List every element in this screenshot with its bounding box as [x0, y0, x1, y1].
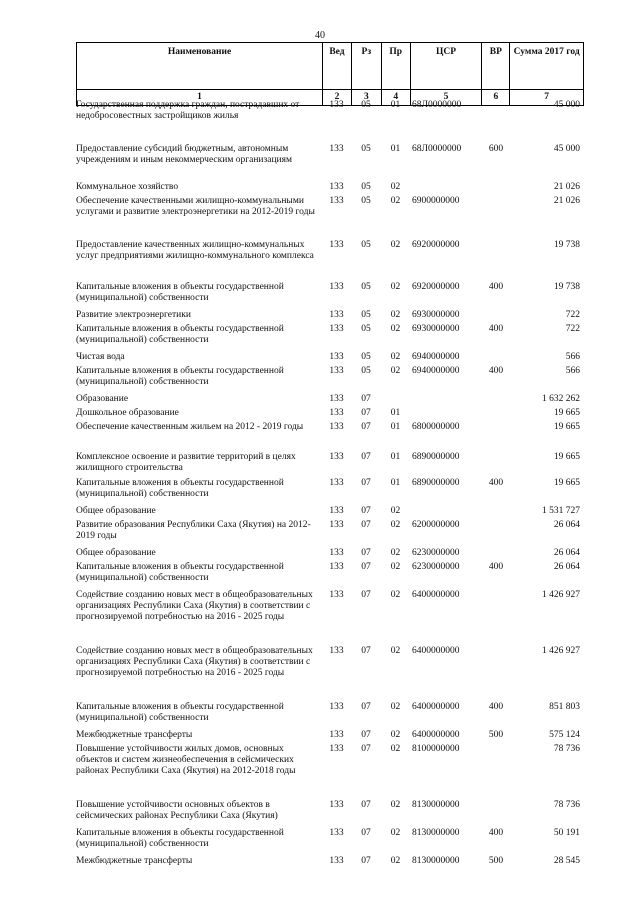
cell-rz: 07	[361, 452, 371, 462]
cell-pr: 02	[390, 352, 401, 362]
cell-sum: 19 665	[553, 408, 580, 418]
cell-pr: 02	[390, 562, 401, 572]
cell-csr: 6920000000	[412, 240, 460, 250]
table-row	[76, 800, 584, 822]
cell-vr	[482, 646, 510, 679]
cell-csr: 6230000000	[412, 562, 460, 572]
cell-vr: 400	[488, 282, 504, 292]
cell-pr: 02	[390, 366, 401, 376]
cell-csr: 6230000000	[412, 548, 460, 558]
table-row	[76, 646, 584, 679]
cell-vr	[482, 744, 510, 777]
cell-name: Межбюджетные трансферты	[76, 856, 193, 866]
cell-vr: 400	[488, 702, 504, 712]
cell-sum: 19 665	[553, 422, 580, 432]
cell-ved: 133	[329, 548, 344, 558]
cell-ved: 133	[329, 744, 344, 754]
table-row	[76, 282, 584, 304]
cell-pr: 02	[390, 182, 401, 192]
cell-vr	[482, 394, 510, 405]
cell-vr	[482, 506, 510, 517]
index-cell: 3	[351, 90, 381, 105]
cell-vr	[482, 548, 510, 559]
table-row	[76, 702, 584, 724]
cell-vr: 500	[488, 856, 504, 866]
cell-name: Чистая вода	[76, 352, 125, 362]
index-cell: 5	[410, 90, 482, 105]
cell-pr: 02	[390, 744, 401, 754]
cell-ved: 133	[329, 144, 344, 154]
cell-rz: 07	[361, 730, 371, 740]
cell-csr	[410, 182, 482, 193]
cell-ved: 133	[329, 310, 344, 320]
cell-csr: 6930000000	[412, 324, 460, 334]
cell-sum: 566	[565, 352, 580, 362]
cell-pr: 02	[390, 196, 401, 206]
cell-name: Общее образование	[76, 506, 156, 516]
table-row	[76, 422, 584, 433]
cell-vr: 400	[488, 366, 504, 376]
cell-sum: 566	[565, 366, 580, 376]
cell-pr: 02	[390, 590, 401, 600]
cell-pr: 02	[390, 646, 401, 656]
header-csr: ЦСР	[410, 43, 482, 89]
cell-csr: 8130000000	[412, 856, 460, 866]
cell-csr: 8130000000	[412, 828, 460, 838]
cell-rz: 07	[361, 520, 371, 530]
cell-sum: 45 000	[553, 100, 580, 110]
cell-ved: 133	[329, 562, 344, 572]
cell-sum: 722	[565, 310, 580, 320]
cell-pr: 01	[390, 452, 401, 462]
cell-rz: 07	[361, 800, 371, 810]
table-header	[76, 42, 584, 89]
table-row	[76, 548, 584, 559]
cell-pr: 02	[390, 800, 401, 810]
cell-ved: 133	[329, 506, 344, 516]
table-row	[76, 520, 584, 542]
cell-name: Капитальные вложения в объекты государственной (муниципальной) собственности	[76, 702, 284, 723]
cell-vr: 400	[488, 828, 504, 838]
table-row	[76, 856, 584, 867]
cell-pr: 02	[390, 828, 401, 838]
table-row	[76, 828, 584, 850]
cell-pr: 02	[390, 702, 401, 712]
cell-sum: 1 426 927	[542, 646, 580, 656]
cell-name: Обеспечение качественным жильем на 2012 - 2019 годы	[76, 422, 304, 432]
cell-csr	[410, 506, 482, 517]
cell-rz: 05	[361, 282, 371, 292]
cell-csr	[410, 394, 482, 405]
cell-rz: 07	[361, 506, 371, 516]
cell-rz: 07	[361, 394, 371, 404]
cell-ved: 133	[329, 422, 344, 432]
header-vr: ВР	[481, 43, 509, 89]
cell-pr: 01	[390, 100, 401, 110]
cell-ved: 133	[329, 366, 344, 376]
cell-csr: 6930000000	[412, 310, 460, 320]
cell-vr: 400	[488, 324, 504, 334]
cell-ved: 133	[329, 182, 344, 192]
cell-name: Капитальные вложения в объекты государственной (муниципальной) собственности	[76, 366, 284, 387]
cell-name: Содействие созданию новых мест в общеобразовательных организациях Республики Саха (Якутия) в соответствии с прогнозируемой потребностью на 2016 - 2025 годы	[76, 590, 313, 622]
cell-rz: 07	[361, 856, 371, 866]
cell-sum: 851 803	[549, 702, 580, 712]
cell-vr: 400	[488, 562, 504, 572]
cell-ved: 133	[329, 590, 344, 600]
header-rz: Рз	[351, 43, 381, 89]
table-row	[76, 182, 584, 193]
table-row	[76, 394, 584, 405]
table-row	[76, 366, 584, 388]
cell-name: Дошкольное образование	[76, 408, 179, 418]
cell-csr: 6940000000	[412, 352, 460, 362]
cell-vr	[482, 408, 510, 419]
cell-csr: 6400000000	[412, 590, 460, 600]
cell-ved: 133	[329, 478, 344, 488]
cell-vr: 600	[488, 144, 504, 154]
cell-pr: 02	[390, 856, 401, 866]
cell-pr: 01	[390, 144, 401, 154]
cell-rz: 07	[361, 408, 371, 418]
cell-name: Развитие электроэнергетики	[76, 310, 191, 320]
cell-name: Повышение устойчивости основных объектов в сейсмических районах Республики Саха (Якутия)	[76, 800, 278, 821]
cell-csr: 8100000000	[412, 744, 460, 754]
cell-rz: 07	[361, 646, 371, 656]
cell-rz: 07	[361, 422, 371, 432]
cell-ved: 133	[329, 282, 344, 292]
cell-ved: 133	[329, 196, 344, 206]
cell-sum: 1 531 727	[542, 506, 580, 516]
cell-sum: 575 124	[549, 730, 580, 740]
table-row	[76, 144, 584, 166]
index-cell: 7	[509, 90, 583, 105]
cell-pr: 02	[390, 310, 401, 320]
table-row	[76, 562, 584, 584]
cell-vr	[482, 182, 510, 193]
page-number: 40	[315, 30, 325, 41]
cell-pr: 02	[390, 282, 401, 292]
cell-pr: 02	[390, 506, 401, 516]
cell-ved: 133	[329, 408, 344, 418]
cell-ved: 133	[329, 352, 344, 362]
cell-ved: 133	[329, 520, 344, 530]
cell-ved: 133	[329, 452, 344, 462]
budget-table	[76, 42, 584, 866]
cell-sum: 19 665	[553, 452, 580, 462]
cell-ved: 133	[329, 240, 344, 250]
cell-name: Повышение устойчивости жилых домов, основных объектов и систем жизнеобеспечения в сейсмических районах Республики Саха (Якутия) на 2012-2018 годы	[76, 744, 296, 776]
cell-sum: 19 738	[553, 240, 580, 250]
table-row	[76, 196, 584, 218]
cell-name: Межбюджетные трансферты	[76, 730, 193, 740]
cell-csr: 6400000000	[412, 730, 460, 740]
cell-csr: 68Л0000000	[412, 100, 462, 110]
cell-vr	[482, 590, 510, 623]
cell-csr: 6900000000	[412, 196, 460, 206]
cell-csr: 6920000000	[412, 282, 460, 292]
cell-ved: 133	[329, 800, 344, 810]
cell-csr: 6400000000	[412, 646, 460, 656]
table-row	[76, 408, 584, 419]
cell-name: Предоставление качественных жилищно-коммунальных услуг предприятиями жилищно-коммунального комплекса	[76, 240, 314, 261]
table-row	[76, 730, 584, 741]
cell-vr	[482, 100, 510, 122]
cell-vr: 400	[488, 478, 504, 488]
cell-rz: 07	[361, 548, 371, 558]
cell-vr	[482, 452, 510, 474]
cell-name: Государственная поддержка граждан, пострадавших от недобросовестных застройщиков жилья	[76, 100, 300, 121]
cell-sum: 26 064	[553, 562, 580, 572]
header-name: Наименование	[167, 47, 232, 57]
cell-vr	[482, 800, 510, 822]
table-row	[76, 310, 584, 321]
cell-name: Коммунальное хозяйство	[76, 182, 179, 192]
cell-ved: 133	[329, 702, 344, 712]
cell-name: Комплексное освоение и развитие территорий в целях жилищного строительства	[76, 452, 296, 473]
cell-pr: 02	[390, 324, 401, 334]
cell-sum: 722	[565, 324, 580, 334]
cell-sum: 26 064	[553, 548, 580, 558]
cell-name: Капитальные вложения в объекты государственной (муниципальной) собственности	[76, 562, 284, 583]
cell-csr: 6890000000	[412, 452, 460, 462]
table-row	[76, 478, 584, 500]
cell-pr: 02	[390, 520, 401, 530]
cell-vr	[482, 352, 510, 363]
cell-sum: 21 026	[553, 182, 580, 192]
cell-rz: 05	[361, 144, 371, 154]
cell-csr: 68Л0000000	[412, 144, 462, 154]
cell-rz: 05	[361, 366, 371, 376]
cell-ved: 133	[329, 394, 344, 404]
cell-name: Капитальные вложения в объекты государственной (муниципальной) собственности	[76, 324, 284, 345]
cell-pr: 02	[390, 548, 401, 558]
cell-sum: 21 026	[553, 196, 580, 206]
cell-rz: 05	[361, 182, 371, 192]
cell-rz: 07	[361, 562, 371, 572]
cell-rz: 05	[361, 310, 371, 320]
cell-sum: 45 000	[553, 144, 580, 154]
index-cell: 1	[197, 92, 202, 102]
cell-sum: 19 738	[553, 282, 580, 292]
cell-name: Капитальные вложения в объекты государственной (муниципальной) собственности	[76, 828, 284, 849]
table-row	[76, 744, 584, 777]
cell-name: Капитальные вложения в объекты государственной (муниципальной) собственности	[76, 478, 284, 499]
cell-pr: 01	[390, 478, 401, 488]
cell-name: Развитие образования Республики Саха (Якутия) на 2012-2019 годы	[76, 520, 311, 541]
cell-rz: 07	[361, 828, 371, 838]
index-cell: 4	[381, 90, 410, 105]
cell-rz: 07	[361, 702, 371, 712]
cell-sum: 26 064	[553, 520, 580, 530]
cell-ved: 133	[329, 646, 344, 656]
cell-csr	[410, 408, 482, 419]
cell-csr: 8130000000	[412, 800, 460, 810]
cell-csr: 6800000000	[412, 422, 460, 432]
cell-csr: 6200000000	[412, 520, 460, 530]
cell-ved: 133	[329, 100, 344, 110]
header-pr: Пр	[381, 43, 410, 89]
cell-rz: 05	[361, 240, 371, 250]
cell-csr: 6940000000	[412, 366, 460, 376]
cell-sum: 28 545	[553, 856, 580, 866]
cell-vr	[482, 310, 510, 321]
table-row	[76, 352, 584, 363]
cell-rz: 05	[361, 324, 371, 334]
cell-vr	[482, 240, 510, 262]
cell-ved: 133	[329, 828, 344, 838]
table-row	[76, 452, 584, 474]
cell-name: Образование	[76, 394, 129, 404]
table-row	[76, 590, 584, 623]
cell-name: Содействие созданию новых мест в общеобразовательных организациях Республики Саха (Якутия) в соответствии с прогнозируемой потребностью на 2016 - 2025 годы	[76, 646, 313, 678]
cell-sum: 78 736	[553, 744, 580, 754]
cell-name: Обеспечение качественными жилищно-коммунальными услугами и развитие электроэнергетики на 2012-2019 годы	[76, 196, 315, 217]
index-cell: 6	[481, 90, 509, 105]
cell-csr: 6400000000	[412, 702, 460, 712]
cell-ved: 133	[329, 856, 344, 866]
cell-csr: 6890000000	[412, 478, 460, 488]
cell-name: Общее образование	[76, 548, 156, 558]
cell-pr: 01	[390, 422, 401, 432]
cell-ved: 133	[329, 324, 344, 334]
cell-pr: 02	[390, 730, 401, 740]
cell-name: Предоставление субсидий бюджетным, автономным учреждениям и иным некоммерческим организациям	[76, 144, 293, 165]
header-ved: Вед	[322, 43, 351, 89]
index-cell: 2	[322, 90, 351, 105]
cell-rz: 07	[361, 744, 371, 754]
header-sum: Сумма 2017 год	[509, 43, 583, 89]
cell-vr	[482, 520, 510, 542]
cell-vr: 500	[488, 730, 504, 740]
cell-pr	[381, 394, 410, 405]
cell-sum: 1 426 927	[542, 590, 580, 600]
table-row	[76, 324, 584, 346]
cell-sum: 78 736	[553, 800, 580, 810]
cell-sum: 1 632 262	[542, 394, 580, 404]
cell-pr: 02	[390, 240, 401, 250]
cell-rz: 05	[361, 196, 371, 206]
cell-sum: 19 665	[553, 478, 580, 488]
table-row	[76, 506, 584, 517]
table-row	[76, 240, 584, 262]
table-row	[76, 100, 584, 122]
cell-pr: 01	[390, 408, 401, 418]
cell-vr	[482, 422, 510, 433]
cell-name: Капитальные вложения в объекты государственной (муниципальной) собственности	[76, 282, 284, 303]
cell-rz: 07	[361, 590, 371, 600]
cell-rz: 07	[361, 478, 371, 488]
cell-sum: 50 191	[553, 828, 580, 838]
cell-rz: 05	[361, 352, 371, 362]
cell-rz: 05	[361, 100, 371, 110]
cell-ved: 133	[329, 730, 344, 740]
cell-vr	[482, 196, 510, 218]
